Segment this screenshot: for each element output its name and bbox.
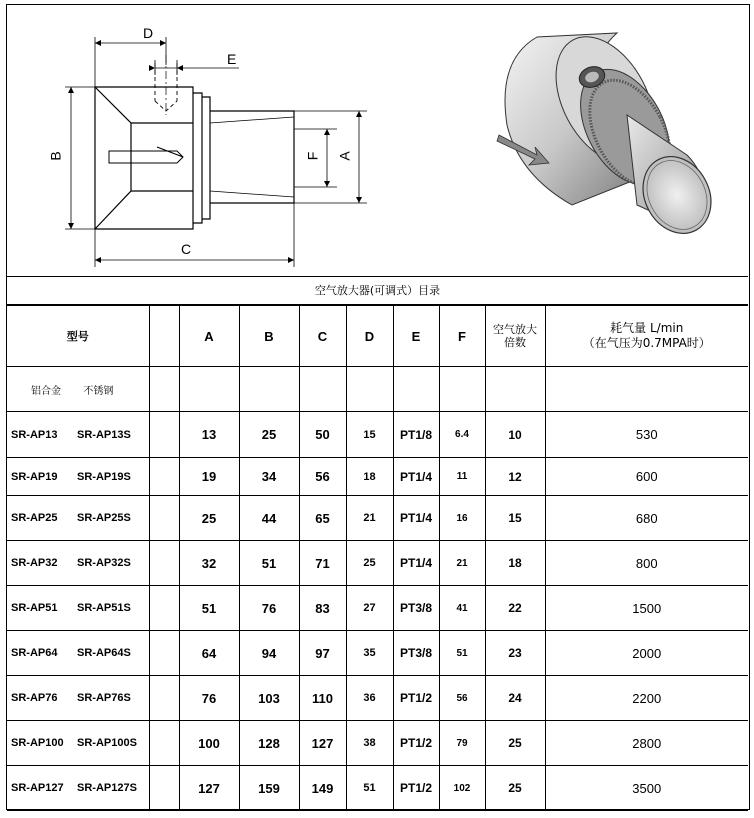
cell-flow: 1500 [545,586,748,631]
dimension-drawing [7,5,387,277]
cell-b: 128 [239,721,299,766]
cell-flow: 2200 [545,676,748,721]
cell-d: 25 [346,541,393,586]
material-aluminum: 铝合金 [31,385,61,397]
cell-f: 102 [439,766,485,811]
dim-label-b: B [47,151,64,161]
header-c: C [299,306,346,367]
technical-drawing-area [7,5,748,277]
cell-flow: 600 [545,458,748,496]
cell-c: 97 [299,631,346,676]
cell-f: 51 [439,631,485,676]
table-row [7,631,748,676]
empty-cell [299,367,346,412]
cell-ratio: 25 [485,721,545,766]
cell-c: 110 [299,676,346,721]
cell-ratio: 22 [485,586,545,631]
cell-c: 127 [299,721,346,766]
table-row [7,766,748,811]
header-ratio-line1: 空气放大 [493,323,537,336]
cell-e: PT3/8 [393,631,439,676]
cell-flow: 2000 [545,631,748,676]
model-aluminum: SR-AP19 [11,470,58,483]
cell-f: 56 [439,676,485,721]
cell-b: 94 [239,631,299,676]
model-stainless: SR-AP64S [77,647,131,659]
table-row [7,586,748,631]
header-f: F [439,306,485,367]
cell-e: PT1/2 [393,721,439,766]
header-ratio-line2: 倍数 [504,336,526,349]
cell-e: PT3/8 [393,586,439,631]
cell-c: 71 [299,541,346,586]
cell-a: 25 [179,496,239,541]
header-flow-line1: 耗气量 L/min [610,321,684,335]
spacer-cell [149,766,179,811]
model-cell [7,541,149,586]
empty-cell [439,367,485,412]
cell-ratio: 12 [485,458,545,496]
spacer-cell [149,631,179,676]
cell-e: PT1/4 [393,458,439,496]
cell-flow: 2800 [545,721,748,766]
spacer-cell [149,721,179,766]
cell-a: 13 [179,412,239,458]
material-stainless: 不锈钢 [83,385,114,397]
model-stainless: SR-AP100S [77,737,137,749]
cell-f: 6.4 [439,412,485,458]
model-stainless: SR-AP127S [77,782,137,794]
spec-table [7,305,748,811]
cell-flow: 530 [545,412,748,458]
cell-a: 32 [179,541,239,586]
cell-b: 159 [239,766,299,811]
cell-b: 34 [239,458,299,496]
model-aluminum: SR-AP25 [11,512,58,524]
table-row [7,412,748,458]
model-cell [7,412,149,458]
model-stainless: SR-AP13S [77,428,131,441]
catalog-sheet [6,4,750,810]
cell-ratio: 10 [485,412,545,458]
cell-a: 127 [179,766,239,811]
model-cell [7,586,149,631]
cell-b: 103 [239,676,299,721]
spacer-cell [149,496,179,541]
dim-label-f: F [304,151,321,161]
empty-cell [545,367,748,412]
model-aluminum: SR-AP127 [11,782,64,794]
header-e: E [393,306,439,367]
cell-c: 50 [299,412,346,458]
model-stainless: SR-AP19S [77,470,131,483]
model-aluminum: SR-AP100 [11,737,64,749]
model-cell [7,721,149,766]
header-flow [545,306,748,367]
material-cell [7,367,149,412]
header-model: 型号 [7,306,149,367]
cell-d: 38 [346,721,393,766]
model-aluminum: SR-AP51 [11,602,58,614]
model-aluminum: SR-AP64 [11,647,58,659]
cell-f: 79 [439,721,485,766]
header-row [7,306,748,367]
cell-d: 36 [346,676,393,721]
cell-a: 76 [179,676,239,721]
cell-e: PT1/4 [393,541,439,586]
cell-c: 149 [299,766,346,811]
model-stainless: SR-AP51S [77,602,131,614]
cell-b: 76 [239,586,299,631]
empty-cell [346,367,393,412]
model-aluminum: SR-AP76 [11,692,58,704]
cell-ratio: 24 [485,676,545,721]
cell-c: 56 [299,458,346,496]
header-d: D [346,306,393,367]
cell-b: 51 [239,541,299,586]
cell-ratio: 25 [485,766,545,811]
cell-d: 27 [346,586,393,631]
table-row [7,676,748,721]
model-aluminum: SR-AP32 [11,557,58,569]
empty-cell [149,367,179,412]
product-3d-render [477,15,737,255]
dim-label-c: C [181,241,192,257]
model-aluminum: SR-AP13 [11,428,58,441]
table-row [7,496,748,541]
model-stainless: SR-AP32S [77,557,131,569]
cell-e: PT1/4 [393,496,439,541]
cell-f: 11 [439,458,485,496]
spacer-cell [149,458,179,496]
cell-a: 100 [179,721,239,766]
table-row [7,541,748,586]
cell-f: 41 [439,586,485,631]
table-row [7,458,748,496]
cell-a: 51 [179,586,239,631]
cell-e: PT1/2 [393,676,439,721]
empty-cell [485,367,545,412]
model-stainless: SR-AP76S [77,692,131,704]
table-title: 空气放大器(可调式）目录 [7,277,748,305]
model-cell [7,676,149,721]
cell-e: PT1/2 [393,766,439,811]
spacer-cell [149,412,179,458]
header-flow-line2: （在气压为0.7MPA时） [582,336,711,350]
model-stainless: SR-AP25S [77,512,131,524]
cell-b: 25 [239,412,299,458]
cell-flow: 800 [545,541,748,586]
cell-e: PT1/8 [393,412,439,458]
dim-label-d: D [143,25,154,41]
header-ratio [485,306,545,367]
cell-d: 18 [346,458,393,496]
header-spacer [149,306,179,367]
empty-cell [179,367,239,412]
cell-ratio: 15 [485,496,545,541]
empty-cell [239,367,299,412]
cell-d: 51 [346,766,393,811]
cell-f: 21 [439,541,485,586]
table-row [7,721,748,766]
cell-a: 64 [179,631,239,676]
cell-d: 21 [346,496,393,541]
model-cell [7,496,149,541]
dim-label-a: A [336,151,353,161]
cell-d: 15 [346,412,393,458]
cell-flow: 3500 [545,766,748,811]
cell-ratio: 23 [485,631,545,676]
header-b: B [239,306,299,367]
model-cell [7,631,149,676]
empty-cell [393,367,439,412]
cell-d: 35 [346,631,393,676]
spacer-cell [149,586,179,631]
model-cell [7,766,149,811]
header-a: A [179,306,239,367]
cell-b: 44 [239,496,299,541]
cell-a: 19 [179,458,239,496]
model-cell [7,458,149,496]
spacer-cell [149,541,179,586]
cell-ratio: 18 [485,541,545,586]
cell-c: 83 [299,586,346,631]
dim-label-e: E [227,51,237,67]
cell-flow: 680 [545,496,748,541]
material-row [7,367,748,412]
cell-c: 65 [299,496,346,541]
spacer-cell [149,676,179,721]
cell-f: 16 [439,496,485,541]
